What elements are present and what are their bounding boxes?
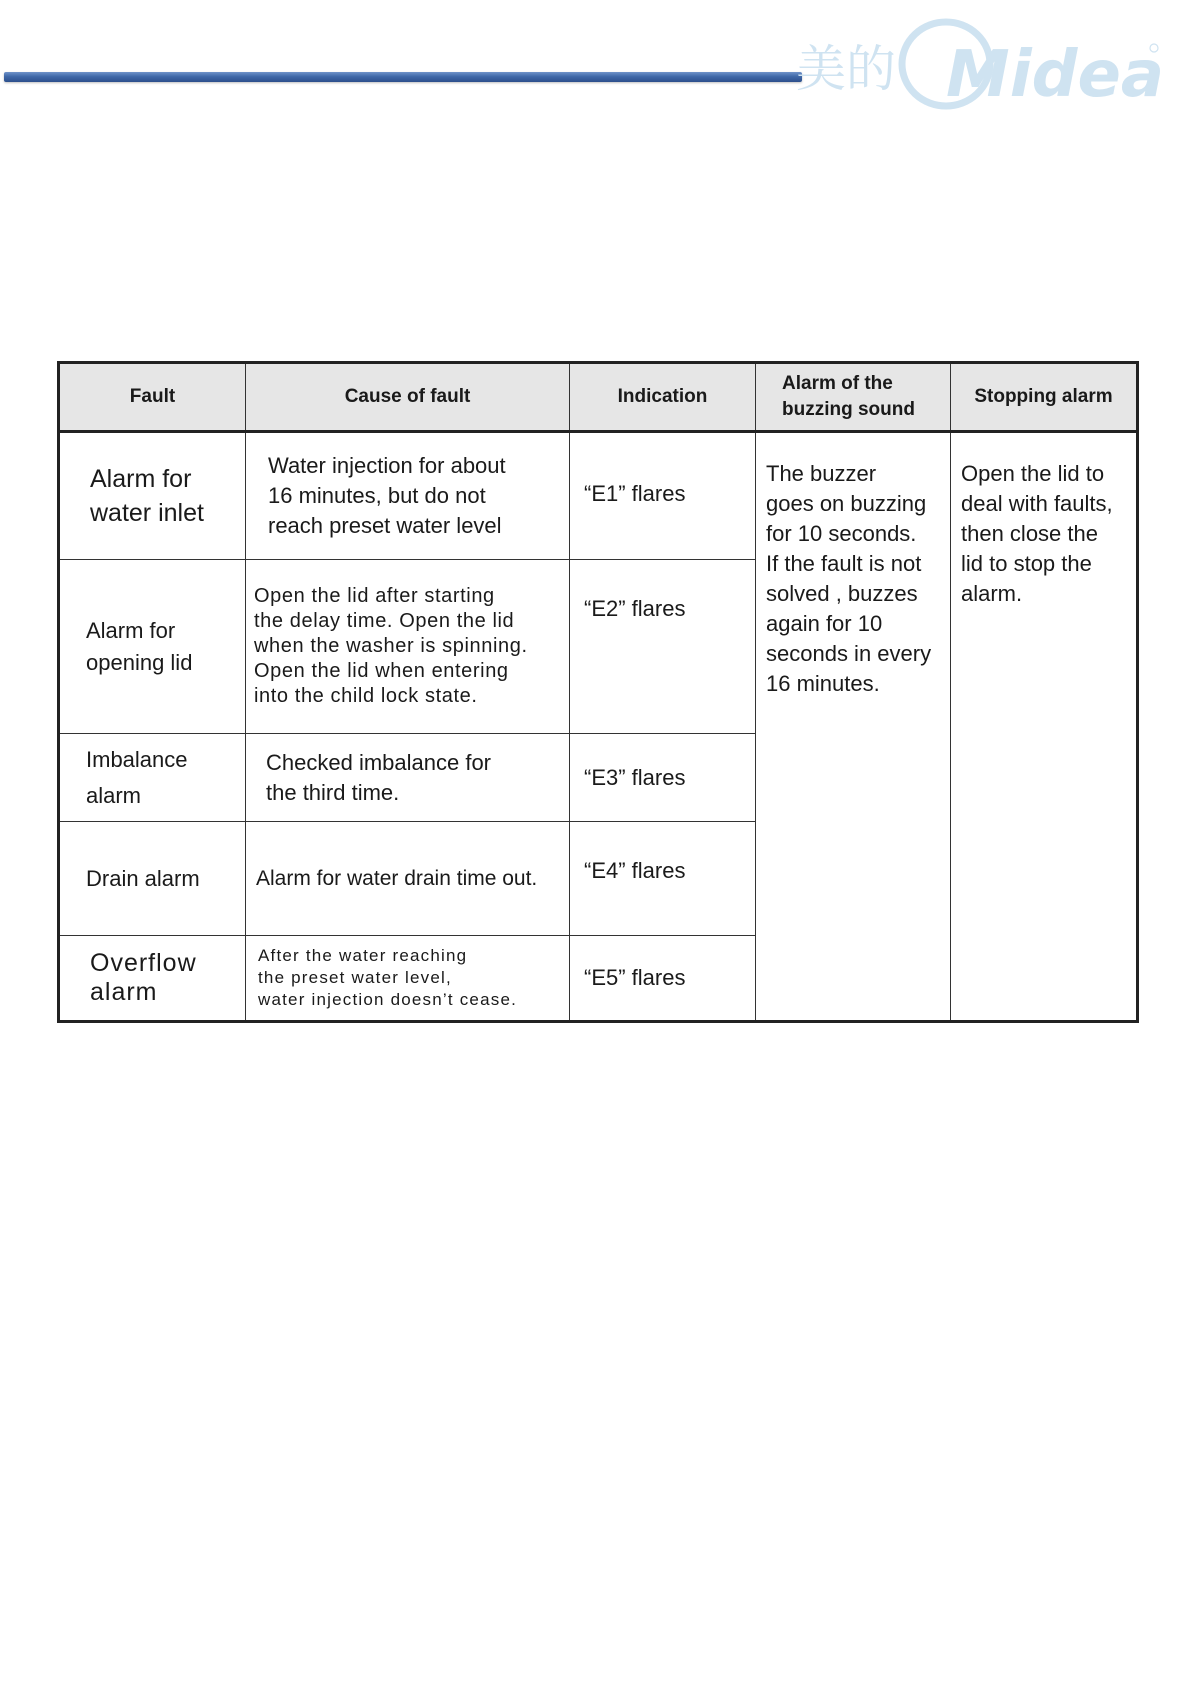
header-cause: Cause of fault xyxy=(246,363,570,432)
fault-indication: “E2” flares xyxy=(570,560,756,734)
fault-indication: “E5” flares xyxy=(570,936,756,1022)
buzzing-description: The buzzer goes on buzzing for 10 seconds. If the fault is not solved , buzzes again for 10 seconds in every 16 minutes. xyxy=(756,432,951,1022)
fault-indication: “E3” flares xyxy=(570,734,756,822)
fault-name: Imbalance alarm xyxy=(59,734,246,822)
fault-cause: Open the lid after starting the delay time. Open the lid when the washer is spinning. Open the lid when entering into the child lock state. xyxy=(246,560,570,734)
fault-indication: “E4” flares xyxy=(570,822,756,936)
header-indication: Indication xyxy=(570,363,756,432)
logo-en-text: Midea xyxy=(946,38,1165,112)
fault-name: Alarm for opening lid xyxy=(59,560,246,734)
fault-name: Overflow alarm xyxy=(59,936,246,1022)
midea-logo xyxy=(796,14,1166,114)
fault-cause: Water injection for about 16 minutes, but do not reach preset water level xyxy=(246,432,570,560)
table-header-row xyxy=(59,363,1138,432)
logo-cn-text: 美的 xyxy=(796,40,896,98)
fault-indication: “E1” flares xyxy=(570,432,756,560)
header-rule xyxy=(4,72,802,82)
fault-name: Drain alarm xyxy=(59,822,246,936)
header-fault: Fault xyxy=(59,363,246,432)
table-row xyxy=(59,432,1138,560)
header-stopping: Stopping alarm xyxy=(951,363,1138,432)
fault-cause: After the water reaching the preset water level, water injection doesn’t cease. xyxy=(246,936,570,1022)
header-buzzing: Alarm of the buzzing sound xyxy=(756,363,951,432)
fault-table xyxy=(57,361,1139,1023)
fault-cause: Checked imbalance for the third time. xyxy=(246,734,570,822)
fault-name: Alarm for water inlet xyxy=(59,432,246,560)
fault-cause: Alarm for water drain time out. xyxy=(246,822,570,936)
stopping-description: Open the lid to deal with faults, then close the lid to stop the alarm. xyxy=(951,432,1138,1022)
